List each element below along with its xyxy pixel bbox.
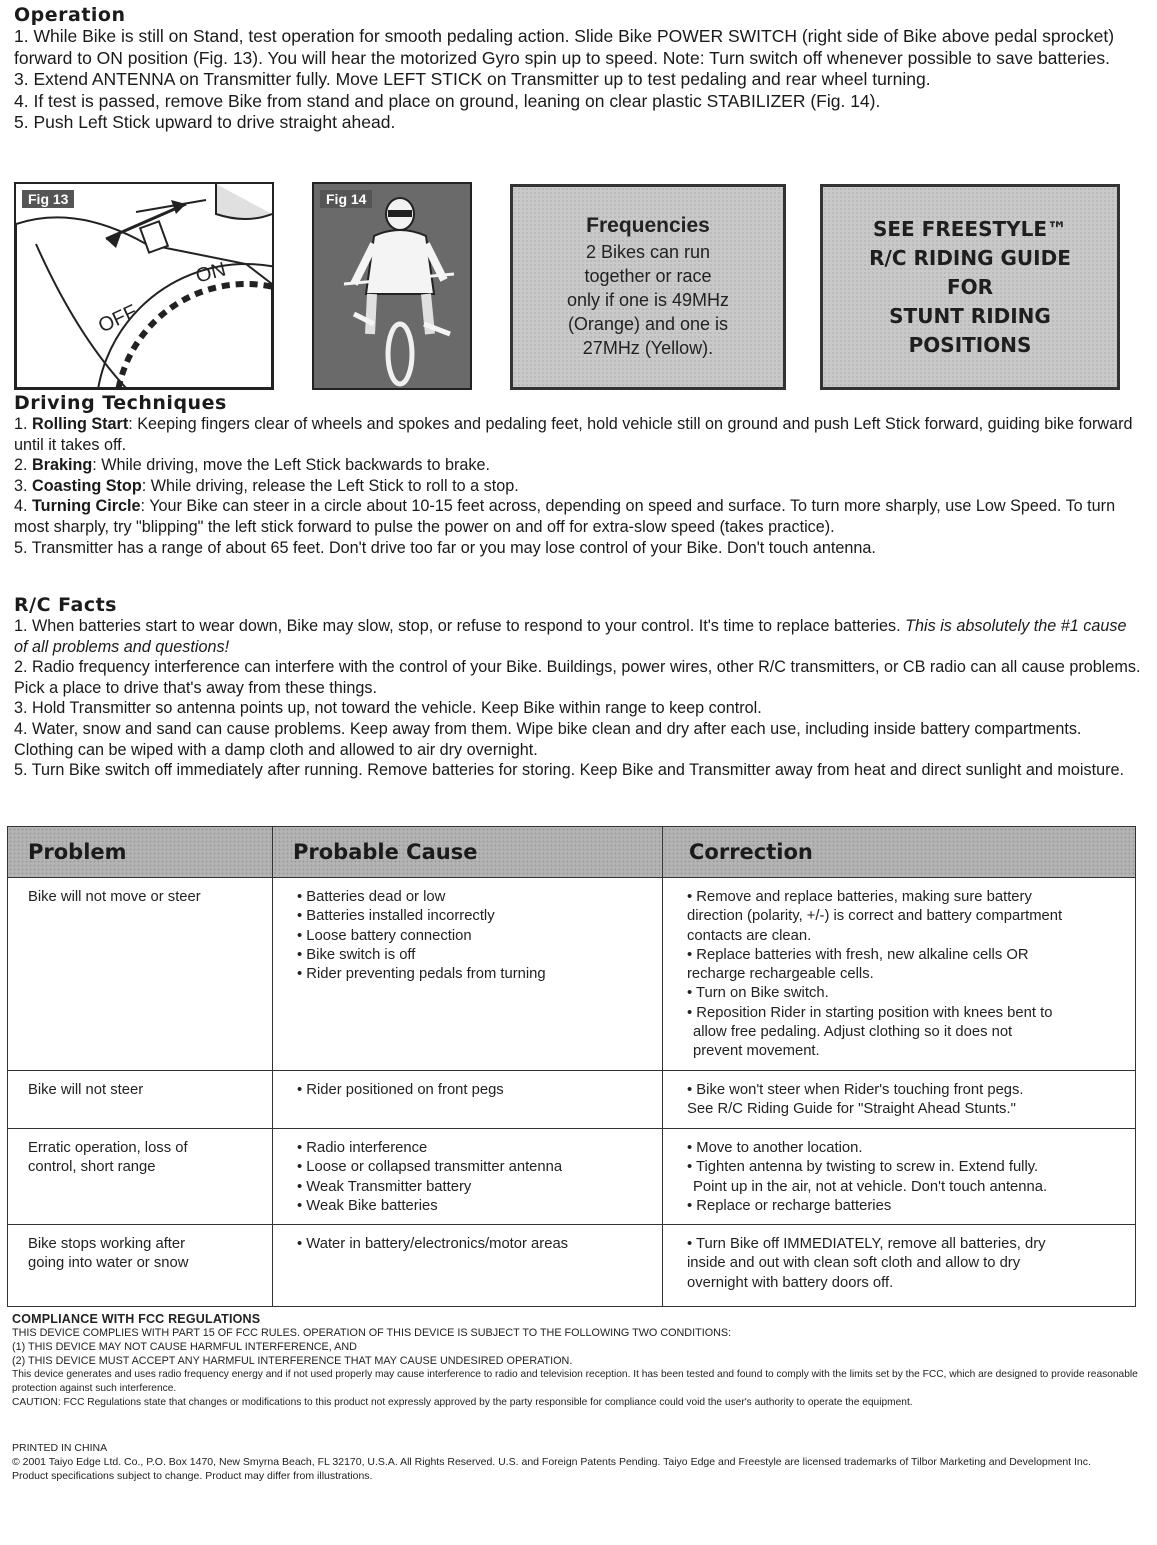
- problem-cell: [8, 1225, 273, 1307]
- freestyle-line: SEE FREESTYLE™: [872, 216, 1067, 241]
- cell-line: allow free pedaling. Adjust clothing so it does not: [693, 1024, 1013, 1041]
- driving-item: [14, 538, 1144, 559]
- footer: [12, 1441, 1132, 1483]
- driving-item: [14, 496, 1144, 537]
- cell-line: Erratic operation, loss of: [28, 1140, 188, 1156]
- table-row: [8, 1225, 1136, 1307]
- cell-line: • Bike switch is off: [297, 946, 416, 963]
- item-number: 4.: [14, 497, 32, 516]
- problem-cell: [8, 878, 273, 1071]
- freestyle-guide-box: [820, 184, 1120, 390]
- fcc-compliance-section: [12, 1312, 1142, 1410]
- fcc-notice: This device generates and uses radio frequency energy and if not used properly may cause interference to radio and television reception. It has been tested and found to comply with the limits set by the FCC, which are designed to provide reasonable protection against such interference.: [12, 1369, 1138, 1394]
- item-term: Braking: [32, 456, 93, 475]
- rc-facts-item: 2. Radio frequency interference can interfere with the control of your Bike. Buildings, power wires, other R/C transmitters, or CB radio can all cause problems. Pick a place to drive that's away from these things.: [14, 658, 1141, 697]
- fcc-condition-line: THIS DEVICE COMPLIES WITH PART 15 OF FCC RULES. OPERATION OF THIS DEVICE IS SUBJECT TO THE FOLLOWING TWO CONDITIONS:: [12, 1327, 732, 1339]
- item-text: : While driving, release the Left Stick to roll to a stop.: [141, 476, 519, 495]
- cell-line: overnight with battery doors off.: [687, 1274, 894, 1291]
- cell-line: Bike stops working after: [28, 1236, 186, 1252]
- driving-item: [14, 476, 1144, 497]
- specs-note: Product specifications subject to change. Product may differ from illustrations.: [12, 1470, 373, 1482]
- fcc-caution: CAUTION: FCC Regulations state that changes or modifications to this product not expressly approved by the party responsible for compliance could void the user's authority to operate the equipment.: [12, 1397, 913, 1408]
- frequencies-box: [510, 184, 786, 390]
- figures-row: [14, 182, 1144, 387]
- fig-13-on-label: ON: [193, 258, 229, 288]
- rc-facts-item: [14, 616, 1144, 657]
- cause-cell: [273, 878, 663, 1071]
- correction-cell: [663, 1071, 1136, 1129]
- item-number: 2.: [14, 456, 32, 475]
- rider-on-bike-illustration: [314, 184, 470, 388]
- frequencies-line: 2 Bikes can run: [585, 242, 711, 262]
- correction-cell: [663, 878, 1136, 1071]
- item-text: 5. Transmitter has a range of about 65 feet. Don't drive too far or you may lose control of your Bike. Don't touch antenna.: [14, 538, 876, 557]
- driving-heading: Driving Techniques: [14, 392, 227, 414]
- cell-line: control, short range: [28, 1159, 156, 1176]
- freestyle-line: STUNT RIDING: [889, 303, 1051, 328]
- rc-facts-section: [14, 594, 1144, 781]
- frequencies-line: (Orange) and one is: [567, 314, 729, 334]
- frequencies-title: Frequencies: [586, 214, 710, 237]
- fcc-condition-line: (1) THIS DEVICE MAY NOT CAUSE HARMFUL INTERFERENCE, AND: [12, 1341, 357, 1353]
- cell-line: prevent movement.: [693, 1043, 820, 1060]
- cell-line: • Turn on Bike switch.: [687, 985, 829, 1002]
- frequencies-line: only if one is 49MHz: [566, 290, 730, 310]
- table-row: [8, 1129, 1136, 1225]
- operation-item: 1. While Bike is still on Stand, test operation for smooth pedaling action. Slide Bike POWER SWITCH (right side of Bike above pedal sprocket) forward to ON position (Fig. 13). You will hear the motorized Gyro spin up to speed. Note: Turn switch off whenever possible to save batteries.: [14, 26, 1115, 68]
- cell-line: • Move to another location.: [687, 1140, 863, 1156]
- fig-13-label: Fig 13: [22, 190, 74, 208]
- cell-line: • Water in battery/electronics/motor areas: [297, 1236, 569, 1252]
- table-body: [8, 878, 1136, 1307]
- cell-line: • Remove and replace batteries, making sure battery: [687, 889, 1032, 905]
- driving-item: [14, 414, 1144, 455]
- fcc-condition-line: (2) THIS DEVICE MUST ACCEPT ANY HARMFUL INTERFERENCE THAT MAY CAUSE UNDESIRED OPERATION.: [12, 1355, 573, 1367]
- operation-heading: Operation: [14, 4, 126, 26]
- item-text: : Your Bike can steer in a circle about 10-15 feet across, depending on speed and surface. To turn more sharply, use Low Speed. To turn most sharply, try "blipping" the left stick forward to pulse the power on and off for extra-slow speed (takes practice).: [14, 497, 1116, 536]
- troubleshooting-table: [7, 826, 1136, 1307]
- cell-line: • Replace or recharge batteries: [687, 1197, 892, 1214]
- freestyle-line: R/C RIDING GUIDE: [869, 245, 1071, 270]
- operation-section: [14, 4, 1144, 134]
- fig-13: [14, 182, 274, 390]
- operation-item: 3. Extend ANTENNA on Transmitter fully. Move LEFT STICK on Transmitter up to test pedaling and rear wheel turning.: [14, 69, 931, 89]
- rc-facts-heading: R/C Facts: [14, 594, 117, 616]
- operation-item: 5. Push Left Stick upward to drive straight ahead.: [14, 112, 396, 132]
- freestyle-line: FOR: [946, 274, 994, 299]
- cell-line: • Batteries installed incorrectly: [297, 908, 495, 925]
- cell-line: • Loose battery connection: [297, 927, 472, 944]
- cell-line: direction (polarity, +/-) is correct and battery compartment: [687, 908, 1063, 925]
- driving-item: [14, 455, 1144, 476]
- frequencies-body: [567, 240, 729, 360]
- rc-facts-item: 5. Turn Bike switch off immediately after running. Remove batteries for storing. Keep Bike and Transmitter away from heat and direct sunlight and moisture.: [14, 761, 1124, 780]
- frequencies-line: together or race: [584, 266, 712, 286]
- fcc-title: COMPLIANCE WITH FCC REGULATIONS: [12, 1312, 261, 1326]
- item-text: 1. When batteries start to wear down, Bike may slow, stop, or refuse to respond to your control. It's time to replace batteries.: [14, 617, 906, 635]
- table-header-row: [8, 827, 1136, 878]
- driving-techniques-section: [14, 392, 1144, 558]
- cell-line: • Radio interference: [297, 1140, 428, 1156]
- cell-line: • Turn Bike off IMMEDIATELY, remove all batteries, dry: [687, 1236, 1046, 1252]
- cell-line: Bike will not steer: [28, 1082, 144, 1098]
- table-row: [8, 1071, 1136, 1129]
- cell-line: • Loose or collapsed transmitter antenna: [297, 1159, 563, 1176]
- cell-line: • Rider positioned on front pegs: [297, 1082, 504, 1098]
- cell-line: contacts are clean.: [687, 927, 812, 944]
- printed-in: PRINTED IN CHINA: [12, 1442, 108, 1454]
- cell-line: • Bike won't steer when Rider's touching front pegs.: [687, 1082, 1024, 1098]
- operation-item: 4. If test is passed, remove Bike from stand and place on ground, leaning on clear plastic STABILIZER (Fig. 14).: [14, 90, 881, 111]
- item-number: 3.: [14, 476, 32, 495]
- cause-cell: [273, 1071, 663, 1129]
- copyright: © 2001 Taiyo Edge Ltd. Co., P.O. Box 1470, New Smyrna Beach, FL 32170, U.S.A. All Rights Reserved. U.S. and Foreign Patents Pending. Taiyo Edge and Freestyle are licensed trademarks of Tilbor Marketing and Development Inc.: [12, 1456, 1091, 1468]
- power-switch-illustration: [16, 184, 272, 388]
- cell-line: See R/C Riding Guide for "Straight Ahead Stunts.": [687, 1101, 1016, 1118]
- item-text: : Keeping fingers clear of wheels and spokes and pedaling feet, hold vehicle still on ground and push Left Stick forward, guiding bike forward until it takes off.: [14, 415, 1133, 454]
- cause-cell: [273, 1129, 663, 1225]
- item-term: Turning Circle: [32, 497, 141, 516]
- column-header-problem: Problem: [8, 827, 273, 878]
- fig-14: [312, 182, 472, 390]
- fig-13-off-label: OFF: [95, 300, 141, 338]
- cell-line: inside and out with clean soft cloth and allow to dry: [687, 1255, 1021, 1272]
- rc-facts-item: 4. Water, snow and sand can cause problems. Keep away from them. Wipe bike clean and dry after each use, including inside battery compartments. Clothing can be wiped with a damp cloth and allowed to air dry overnight.: [14, 719, 1082, 759]
- cell-line: • Weak Bike batteries: [297, 1197, 438, 1214]
- cell-line: • Rider preventing pedals from turning: [297, 966, 546, 983]
- frequencies-line: 27MHz (Yellow).: [582, 338, 714, 358]
- column-header-correction: Correction: [663, 827, 1136, 878]
- problem-cell: [8, 1129, 273, 1225]
- cell-line: going into water or snow: [28, 1255, 189, 1272]
- item-term: Rolling Start: [32, 415, 129, 433]
- fig-14-label: Fig 14: [320, 190, 372, 208]
- cell-line: recharge rechargeable cells.: [687, 966, 874, 983]
- problem-cell: [8, 1071, 273, 1129]
- correction-cell: [663, 1225, 1136, 1307]
- cell-line: • Batteries dead or low: [297, 889, 446, 905]
- cell-line: • Tighten antenna by twisting to screw in. Extend fully.: [687, 1159, 1039, 1176]
- item-text: : While driving, move the Left Stick backwards to brake.: [92, 456, 490, 475]
- column-header-cause: Probable Cause: [273, 827, 663, 878]
- freestyle-line: POSITIONS: [908, 332, 1032, 357]
- item-term: Coasting Stop: [32, 476, 142, 495]
- table-row: [8, 878, 1136, 1071]
- cell-line: • Reposition Rider in starting position with knees bent to: [687, 1004, 1053, 1021]
- item-emphasis: This is absolutely the #1 cause of all problems and questions!: [14, 617, 1127, 656]
- cell-line: • Weak Transmitter battery: [297, 1178, 472, 1195]
- item-number: 1.: [14, 415, 32, 433]
- cell-line: • Replace batteries with fresh, new alkaline cells OR: [687, 946, 1029, 963]
- cell-line: Point up in the air, not at vehicle. Don't touch antenna.: [693, 1178, 1048, 1195]
- rc-facts-item: 3. Hold Transmitter so antenna points up, not toward the vehicle. Keep Bike within range to keep control.: [14, 699, 762, 718]
- cell-line: Bike will not move or steer: [28, 889, 201, 905]
- correction-cell: [663, 1129, 1136, 1225]
- cause-cell: [273, 1225, 663, 1307]
